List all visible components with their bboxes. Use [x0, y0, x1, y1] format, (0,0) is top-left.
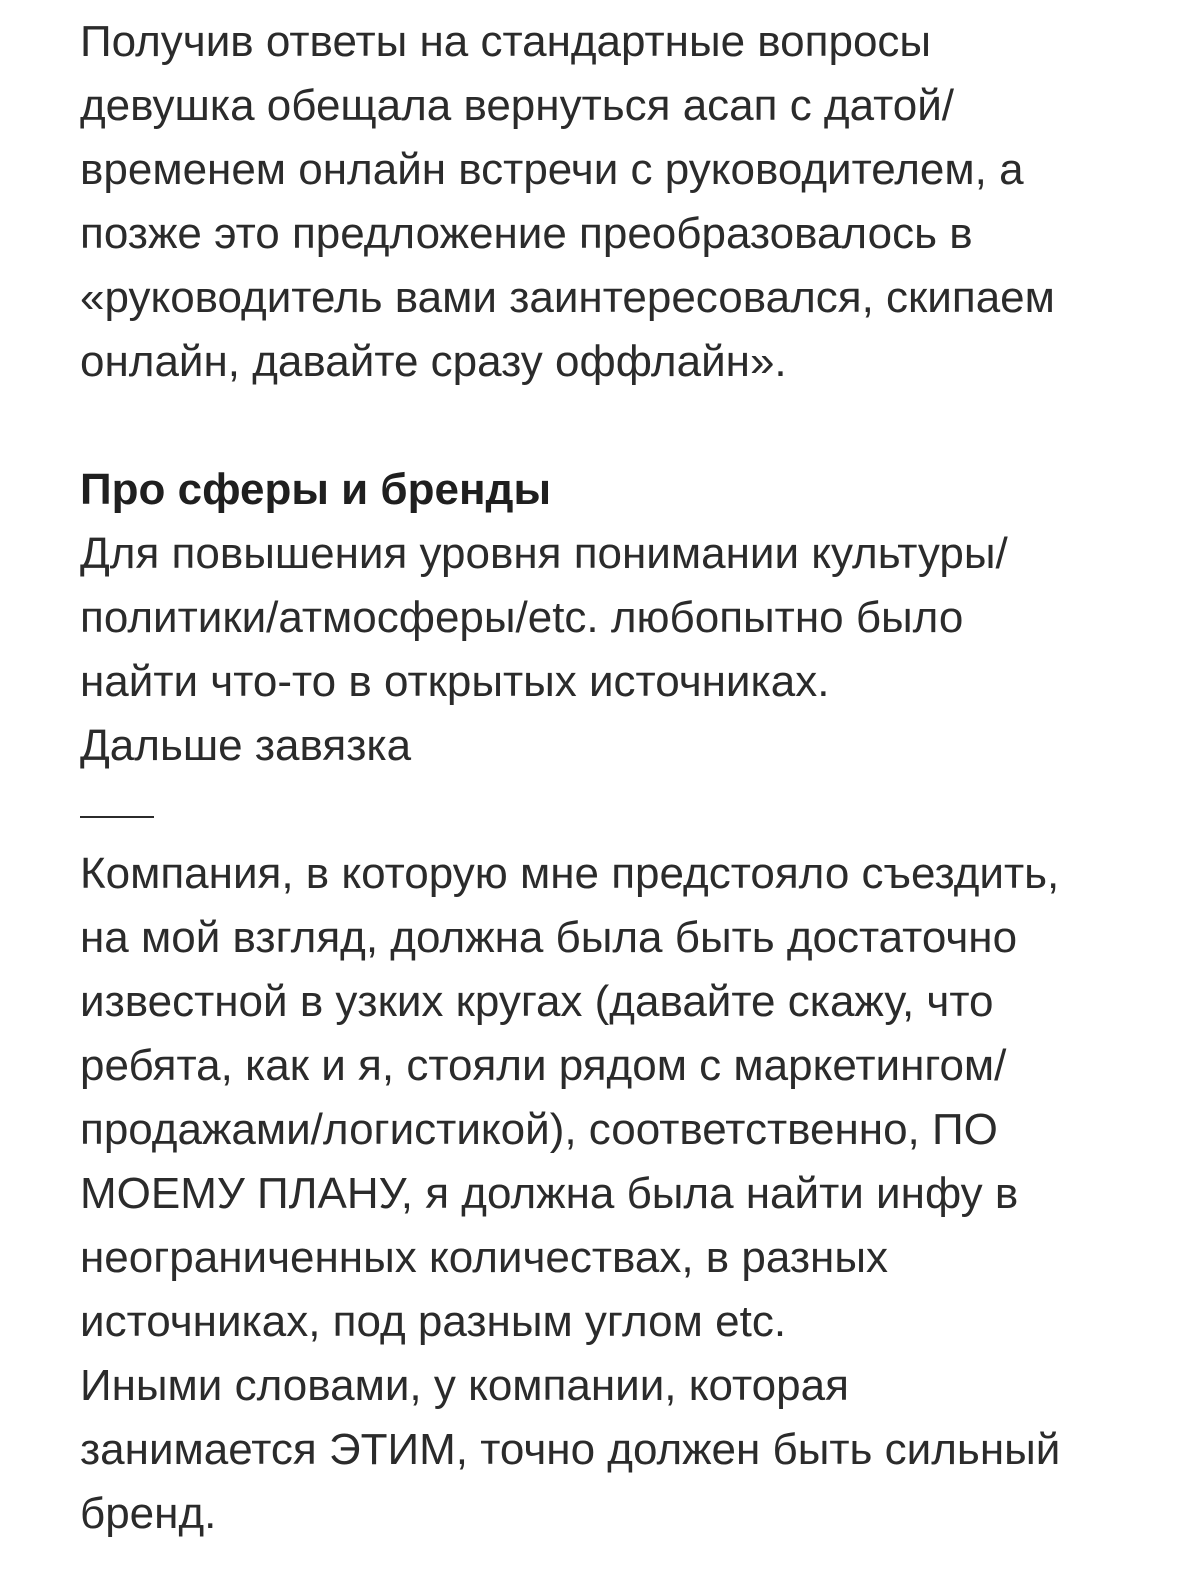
- body-paragraph: [80, 842, 1140, 1354]
- text-line: политики/атмосферы/etc. любопытно было: [80, 593, 964, 642]
- divider-row: [80, 778, 1140, 842]
- blank-line: [80, 394, 1140, 458]
- text-line: МОЕМУ ПЛАНУ, я должна была найти инфу в: [80, 1169, 1019, 1218]
- text-line: продажами/логистикой), соответственно, ПО: [80, 1105, 998, 1154]
- text-line: найти что-то в открытых источниках.: [80, 657, 830, 706]
- text-line: Получив ответы на стандартные вопросы: [80, 17, 932, 66]
- text-line: ребята, как и я, стояли рядом с маркетингом/: [80, 1041, 1007, 1090]
- section-heading: Про сферы и бренды: [80, 465, 552, 514]
- text-line: Компания, в которую мне предстояло съездить,: [80, 849, 1060, 898]
- text-line: неограниченных количествах, в разных: [80, 1233, 888, 1282]
- text-line: занимается ЭТИМ, точно должен быть сильный: [80, 1425, 1061, 1474]
- section-block: [80, 458, 1140, 778]
- text-line: позже это предложение преобразовалось в: [80, 209, 973, 258]
- text-line: Дальше завязка: [80, 721, 412, 770]
- text-line: известной в узких кругах (давайте скажу, что: [80, 977, 994, 1026]
- text-line: Для повышения уровня понимании культуры/: [80, 529, 1008, 578]
- text-line: источниках, под разным углом etc.: [80, 1297, 787, 1346]
- divider-line: [80, 816, 154, 818]
- text-line: на мой взгляд, должна была быть достаточно: [80, 913, 1018, 962]
- conclusion-paragraph: [80, 1354, 1140, 1546]
- text-line: Иными словами, у компании, которая: [80, 1361, 849, 1410]
- text-line: бренд.: [80, 1489, 217, 1538]
- text-line: временем онлайн встречи с руководителем, а: [80, 145, 1024, 194]
- intro-paragraph: [80, 10, 1140, 394]
- text-line: девушка обещала вернуться асап с датой/: [80, 81, 955, 130]
- text-line: онлайн, давайте сразу оффлайн».: [80, 337, 787, 386]
- text-line: «руководитель вами заинтересовался, скипаем: [80, 273, 1055, 322]
